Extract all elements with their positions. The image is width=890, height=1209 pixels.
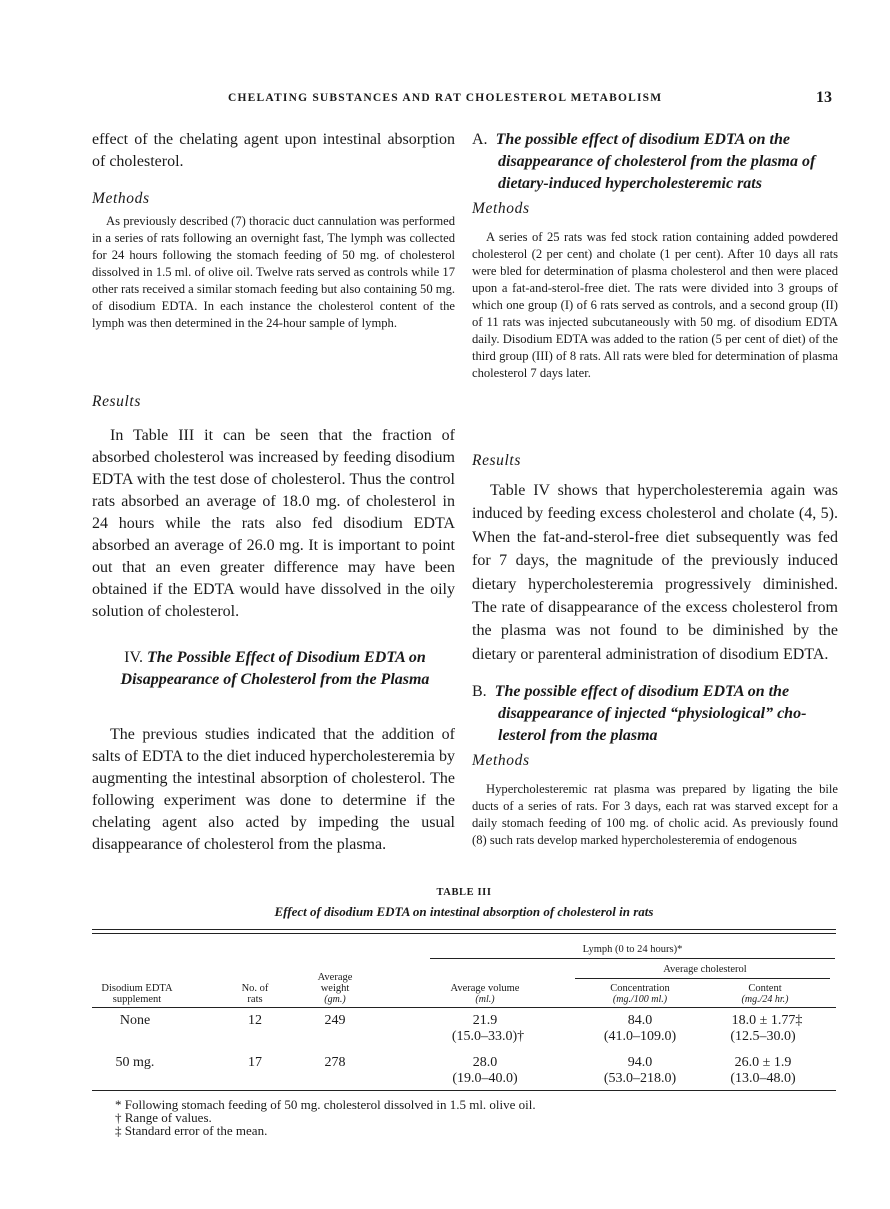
value: 84.0 [627,1013,653,1028]
row1-supplement: None [119,1013,151,1028]
lymph-group-header: Lymph (0 to 24 hours)* [582,944,683,955]
subsection-b-label: B. [472,683,487,700]
row2-weight: 278 [324,1055,346,1070]
col-name: No. of [241,983,269,994]
range: (41.0–109.0) [603,1029,677,1044]
lymph-rule [430,958,835,959]
subsection-a-label: A. [472,131,488,148]
subsection-b-heading [472,681,838,747]
row2-concentration [585,1055,695,1087]
range: (53.0–218.0) [603,1071,677,1086]
col-unit: supplement [112,994,162,1005]
range: (15.0–33.0)† [451,1029,525,1044]
col-name: Content [748,983,782,994]
col-header-rats [225,983,285,1005]
results-paragraph: In Table III it can be seen that the fraction of absorbed cholesterol was increased by feeding disodium EDTA with the test dose of cholesterol. Thus the control rats absorbed an average of 18.0 mg. of cholesterol in 24 hours while the rats also fed disodium EDTA absorbed an average of 26.0 mg. It is important to point out that an even greater difference may have been obtained if the EDTA would have dissolved in the oily solution of cholesterol. [92,427,455,620]
running-header: CHELATING SUBSTANCES AND RAT CHOLESTEROL METABOLISM [228,92,663,104]
row2-n: 17 [248,1055,262,1070]
row1-volume [430,1013,540,1045]
row1-concentration [585,1013,695,1045]
value: 94.0 [627,1055,653,1070]
col-unit: rats [247,994,263,1005]
a-results-heading: Results [472,452,521,469]
col-unit: (ml.) [475,994,495,1005]
section-title: The Possible Effect of Disodium EDTA on Disappearance of Cholesterol from the Plasma [120,649,430,688]
col-unit: (gm.) [324,994,346,1005]
col-unit: (mg./24 hr.) [741,994,789,1005]
col-header-supplement [92,983,182,1005]
value: 21.9 [472,1013,498,1028]
methods-paragraph: As previously described (7) thoracic duct cannulation was performed in a series of rats following an overnight fast, The lymph was collected for 24 hours following the stomach feeding of 50 mg. of cholesterol dissolved in 1.5 ml. of olive oil. Twelve rats served as controls while 17 other rats received a similar stomach feeding but also containing 50 mg. of disodium EDTA. In each instance the cholesterol content of the lymph was then determined in the 24-hour sample of lymph. [92,214,456,330]
col-name: Average volume [450,983,520,994]
cholesterol-rule [575,978,830,979]
table-top-rule [92,929,836,930]
section-iv-heading [110,647,440,691]
section-number: IV. [124,649,143,666]
col-name: Concentration [610,983,670,994]
range: (19.0–40.0) [452,1071,518,1086]
section-iv-paragraph: The previous studies indicated that the addition of salts of EDTA to the diet induced hypercholesteremia by augmenting the intestinal absorption of cholesterol. The following experiment was done to determine if the chelating agent also acted by impeding the usual disappearance of cholesterol from the plasma. [92,726,455,853]
col-header-weight [305,972,365,1005]
subsection-b-title: The possible effect of disodium EDTA on the disappearance of injected “physiological” cholesterol from the plasma [494,683,807,744]
row2-volume [430,1055,540,1087]
row2-supplement: 50 mg. [115,1055,155,1070]
col-unit: (mg./100 ml.) [612,994,668,1005]
table-top-rule-2 [92,933,836,934]
table-title: Effect of disodium EDTA on intestinal absorption of cholesterol in rats [274,904,654,919]
page-number: 13 [816,89,832,106]
intro-paragraph: effect of the chelating agent upon intestinal absorption of cholesterol. [92,131,455,170]
col-name: Average weight [317,972,353,994]
col-header-concentration [585,983,695,1005]
range: (13.0–48.0) [730,1071,796,1086]
table-bottom-rule [92,1090,836,1091]
col-name: Disodium EDTA [101,983,173,994]
footnote-1: * Following stomach feeding of 50 mg. cholesterol dissolved in 1.5 ml. olive oil. [115,1097,536,1112]
subsection-a-heading [472,129,838,195]
value: 18.0 ± 1.77‡ [731,1013,803,1028]
row1-content [712,1013,822,1045]
footnote-2: † Range of values. [115,1110,212,1125]
b-methods-heading: Methods [472,752,530,769]
table-label: TABLE III [436,887,492,898]
b-methods-paragraph: Hypercholesteremic rat plasma was prepared by ligating the bile ducts of a series of rats. For 3 days, each rat was starved except for a daily stomach feeding of 100 mg. of cholic acid. As previously found (8) such rats develop marked hypercholesteremia of endogenous [472,782,838,847]
subsection-a-title: The possible effect of disodium EDTA on the disappearance of cholesterol from the plasma of dietary-induced hypercholesteremic rats [495,131,816,192]
row1-n: 12 [248,1013,262,1028]
results-heading: Results [92,393,141,410]
cholesterol-group-header: Average cholesterol [663,964,747,975]
a-methods-paragraph: A series of 25 rats was fed stock ration containing added powdered cholesterol (2 per cent) and cholate (1 per cent). After 10 days all rats were bled for determination of plasma cholesterol and then were placed upon a fat-and-sterol-free diet. The rats were divided into 3 groups of which one group (I) of 6 rats served as controls, and a second group (II) of 11 rats was injected subcutaneously with 50 mg. of disodium EDTA daily. Disodium EDTA was added to the ration (5 per cent of diet) of the third group (III) of 8 rats. All rats were bled for determination of plasma cholesterol 7 days later. [472,230,838,380]
row1-weight: 249 [324,1013,346,1028]
range: (12.5–30.0) [730,1029,796,1044]
row2-content [712,1055,822,1087]
footnote-3: ‡ Standard error of the mean. [115,1123,268,1138]
col-header-volume [430,983,540,1005]
value: 28.0 [472,1055,498,1070]
a-results-paragraph: Table IV shows that hypercholesteremia again was induced by feeding excess cholesterol and cholate (4, 5). When the fat-and-sterol-free diet subsequently was fed for 7 days, the magnitude of the previously induced dietary hypercholesteremia progressively diminished. The rate of disappearance of the excess cholesterol from the plasma was not found to be diminished by the dietary or parenteral administration of disodium EDTA. [472,482,838,663]
value: 26.0 ± 1.9 [734,1055,792,1070]
methods-heading: Methods [92,190,150,207]
col-header-content [715,983,815,1005]
a-methods-heading: Methods [472,200,530,217]
header-rule [92,1007,836,1008]
